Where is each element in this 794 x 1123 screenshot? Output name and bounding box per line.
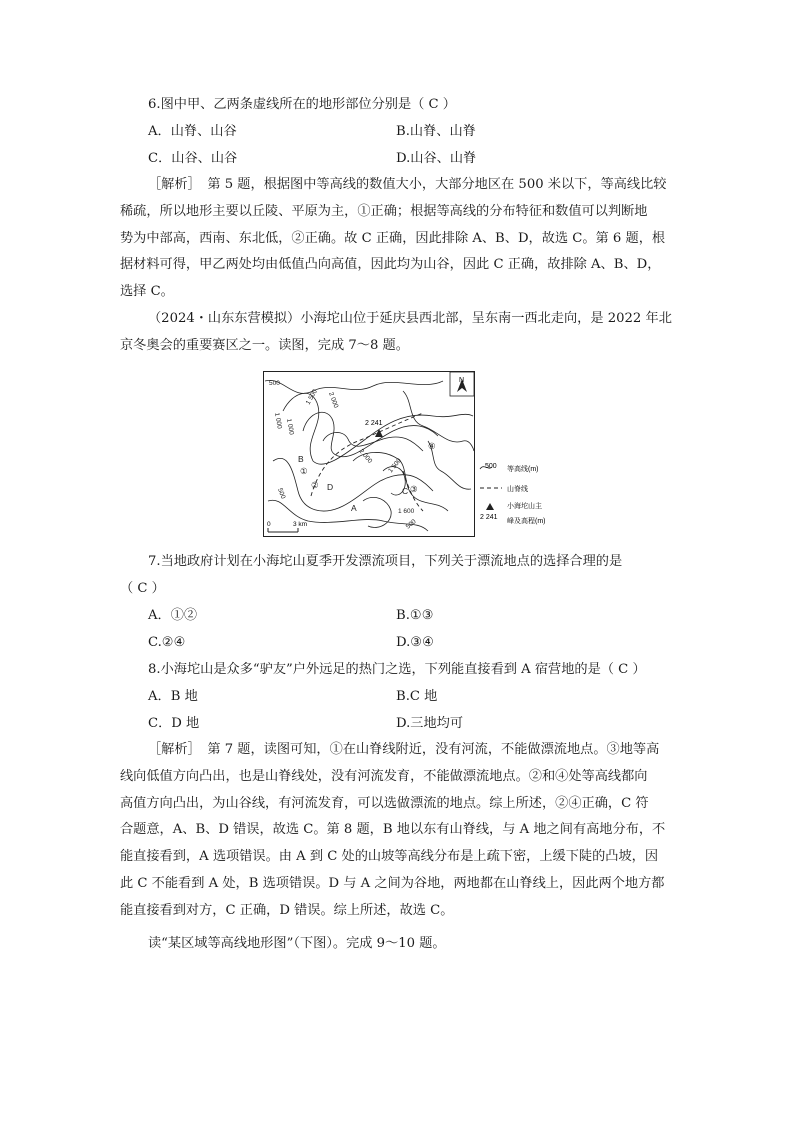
- legend-ridge: 山脊线: [507, 486, 528, 493]
- q8-option-c: C．D 地: [148, 716, 200, 731]
- analysis-line: 势为中部高，西南、东北低，②正确。故 C 正确，因此排除 A、B、D，故选 C。第 6 题，根: [120, 230, 666, 246]
- point-label: B: [298, 454, 304, 464]
- point-label: C: [402, 486, 409, 496]
- q7-answer: （ C ）: [120, 581, 165, 596]
- q6-option-a: A．山脊、山谷: [148, 124, 237, 139]
- point-label: D: [327, 482, 334, 492]
- intro-line: 京冬奥会的重要赛区之一。读图，完成 7～8 题。: [120, 337, 409, 353]
- intro-7-8: [120, 306, 672, 360]
- point-label: ①: [300, 466, 308, 476]
- contour-label: 500: [276, 487, 287, 500]
- q7-option-d: D.③④: [396, 635, 434, 650]
- analysis-line: ［解析］ 第 7 题，读图可知，①在山脊线附近，没有河流，不能做漂流地点。③地等高: [148, 742, 660, 757]
- q7-option-c: C.②④: [148, 635, 186, 650]
- legend-peak-label: 峰及高程(m): [507, 518, 546, 525]
- point-label: A: [351, 503, 357, 513]
- scale-zero: 0: [267, 521, 271, 528]
- map-legend: [478, 459, 578, 529]
- contour-label: 500: [269, 380, 280, 387]
- contour-map: [263, 371, 475, 537]
- analysis-line: 据材料可得，甲乙两处均由低值凸向高值，因此均为山谷，因此 C 正确，故排除 A、B、D，: [120, 257, 661, 273]
- q6-option-b: B.山脊、山脊: [396, 124, 476, 139]
- analysis-line: 高值方向凸出，为山谷线，有河流发育，可以选做漂流的地点。综上所述，②④正确，C 符: [120, 795, 649, 811]
- analysis-5-6: [120, 172, 667, 306]
- contour-label: 2 000: [327, 391, 340, 409]
- north-arrow-icon: [450, 372, 474, 396]
- analysis-line: 能直接看到，A 选项错误。由 A 到 C 处的山坡等高线分布是上疏下密，上缓下陡的凸坡，因: [120, 849, 659, 865]
- point-label: ③: [410, 484, 418, 494]
- north-label: N: [459, 377, 465, 384]
- legend-peak-name: 小海坨山主: [507, 503, 542, 510]
- intro-9-10: 读“某区域等高线地形图”（下图）。完成 9～10 题。: [148, 936, 446, 951]
- intro-line: （2024・山东东营模拟）小海坨山位于延庆县西北部，呈东南一西北走向，是 2022 年北: [148, 311, 672, 326]
- q6-option-c: C．山谷、山谷: [148, 151, 238, 166]
- q6-option-d: D.山谷、山脊: [396, 151, 477, 166]
- q8-option-d: D.三地均可: [396, 716, 464, 731]
- analysis-line: 此 C 不能看到 A 处，B 选项错误。D 与 A 之间为谷地，两地都在山脊线上，因此两个地方都: [120, 875, 665, 891]
- q6-stem: 6.图中甲、乙两条虚线所在的地形部位分别是（ C ）: [148, 97, 456, 112]
- q7-stem: 7.当地政府计划在小海坨山夏季开发漂流项目，下列关于漂流地点的选择合理的是: [148, 554, 623, 569]
- contour-label: 500: [404, 518, 418, 531]
- analysis-line: 稀疏，所以地形主要以丘陵、平原为主，①正确；根据等高线的分布特征和数值可以判断地: [120, 203, 648, 219]
- peak-legend-icon: [486, 503, 494, 510]
- q8-option-b: B.C 地: [396, 689, 438, 704]
- contour-label: 1 500: [387, 457, 403, 475]
- legend-contour: 等高线(m): [507, 466, 539, 473]
- q8-option-a: A．B 地: [148, 689, 198, 704]
- contour-label: 1 600: [398, 508, 415, 515]
- contour-label: 1 000: [285, 418, 295, 436]
- analysis-line: ［解析］ 第 5 题，根据图中等高线的数值大小，大部分地区在 500 米以下，等高线比较: [148, 177, 667, 192]
- contour-label: 1 000: [273, 412, 283, 430]
- analysis-line: 能直接看到对方，C 正确，D 错误。综上所述，故选 C。: [120, 902, 454, 918]
- point-label: ②: [311, 480, 319, 490]
- analysis-line: 合题意，A、B、D 错误，故选 C。第 8 题，B 地以东有山脊线，与 A 地之间有高地分布，不: [120, 822, 666, 838]
- point-label: ④: [428, 441, 436, 451]
- contour-label: 1 500: [304, 388, 319, 406]
- analysis-line: 线向低值方向凸出，也是山脊线处，没有河流发育，不能做漂流地点。②和④处等高线都向: [120, 768, 648, 784]
- analysis-line: 选择 C。: [120, 284, 174, 300]
- legend-contour-num: 500: [485, 463, 497, 470]
- contour-label: 2 000: [357, 447, 374, 465]
- q7-option-b: B.①③: [396, 608, 434, 623]
- legend-peak-num: 2 241: [480, 514, 498, 521]
- analysis-7-8: [120, 737, 666, 925]
- q8-stem: 8.小海坨山是众多“驴友”户外远足的热门之选，下列能直接看到 A 宿营地的是（ C ）: [148, 662, 646, 677]
- peak-elevation: 2 241: [365, 420, 383, 427]
- q7-option-a: A．①②: [148, 608, 198, 623]
- scale-km: 3 km: [293, 521, 308, 528]
